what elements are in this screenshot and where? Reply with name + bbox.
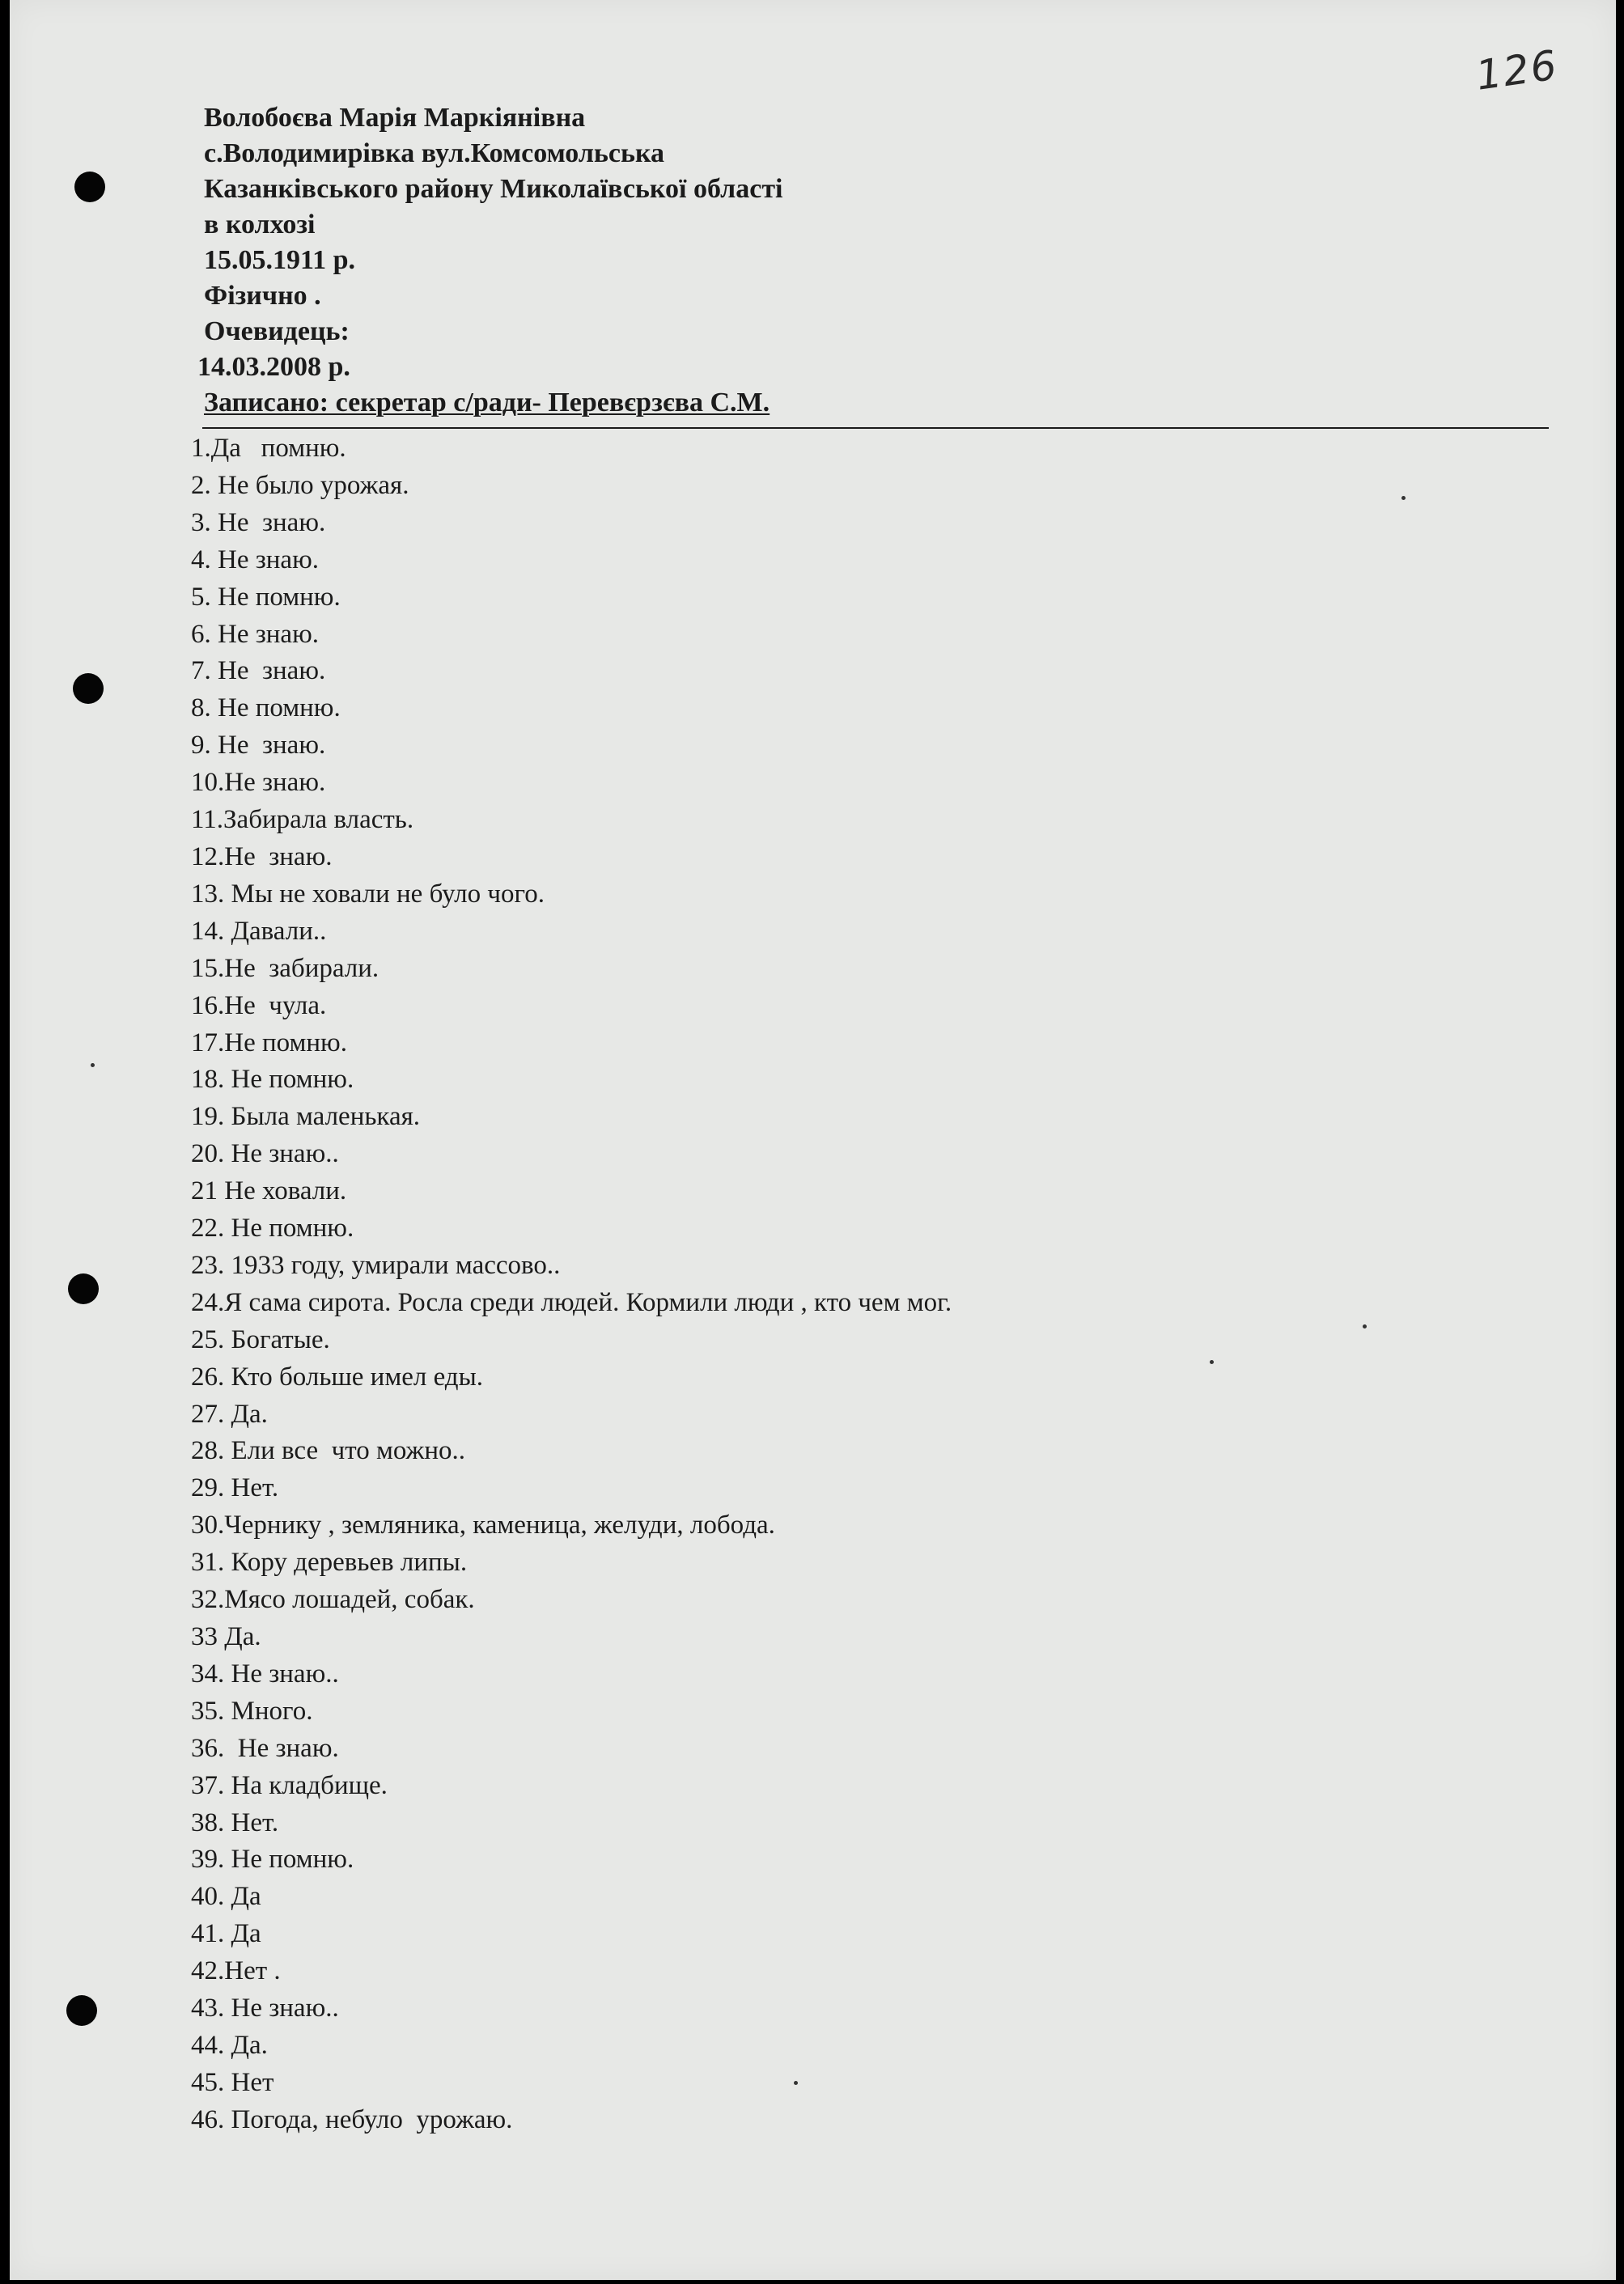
answer-item: 22. Не помню.	[191, 1214, 354, 1244]
answer-item: 11.Забирала власть.	[191, 805, 414, 835]
answer-item: 8. Не помню.	[191, 693, 341, 723]
answer-item: 46. Погода, небуло урожаю.	[191, 2104, 513, 2134]
answer-item: 35. Много.	[191, 1696, 313, 1726]
respondent-region: Казанківського району Миколаївської області	[204, 174, 783, 204]
answer-item: 38. Нет.	[191, 1807, 279, 1837]
answer-item: 33 Да.	[191, 1622, 261, 1651]
answer-item: 17.Не помню.	[191, 1028, 347, 1057]
punch-hole-icon	[74, 172, 105, 202]
answer-item: 23. 1933 году, умирали массово..	[191, 1250, 561, 1280]
answer-item: 42.Нет .	[191, 1956, 281, 1986]
answer-item: 41. Да	[191, 1919, 261, 1949]
answer-item: 28. Ели все что можно..	[191, 1436, 465, 1466]
answer-item: 10.Не знаю.	[191, 768, 326, 798]
answer-item: 30.Чернику , земляника, каменица, желуди, лобода.	[191, 1511, 775, 1540]
answer-item: 34. Не знаю..	[191, 1659, 339, 1689]
document-page	[10, 0, 1616, 2280]
answer-item: 13. Мы не ховали не було чого.	[191, 879, 545, 909]
answer-item: 45. Нет	[191, 2067, 274, 2097]
respondent-witness: Очевидець:	[204, 316, 350, 346]
speck-mark	[91, 1063, 95, 1067]
punch-hole-icon	[68, 1273, 99, 1304]
answer-item: 43. Не знаю..	[191, 1994, 339, 2023]
answer-item: 15.Не забирали.	[191, 953, 379, 983]
answer-item: 18. Не помню.	[191, 1065, 354, 1095]
answer-item: 44. Да.	[191, 2030, 268, 2060]
answer-item: 27. Да.	[191, 1399, 268, 1429]
answer-item: 39. Не помню.	[191, 1845, 354, 1875]
answer-item: 24.Я сама сирота. Росла среди людей. Кормили люди , кто чем мог.	[191, 1287, 952, 1317]
answer-item: 19. Была маленькая.	[191, 1102, 421, 1132]
answer-item: 2. Не было урожая.	[191, 470, 409, 500]
answer-item: 36. Не знаю.	[191, 1733, 339, 1763]
answer-item: 1.Да помню.	[191, 434, 346, 463]
respondent-birth-date: 15.05.1911 р.	[204, 245, 356, 275]
answer-item: 25. Богатые.	[191, 1324, 330, 1354]
respondent-address: с.Володимирівка вул.Комсомольська	[204, 138, 665, 168]
respondent-condition: Фізично .	[204, 281, 321, 311]
document-header	[197, 100, 783, 421]
answer-item: 31. Кору деревьев липы.	[191, 1548, 468, 1578]
answer-item: 5. Не помню.	[191, 582, 341, 612]
answer-item: 20. Не знаю..	[191, 1139, 339, 1169]
answer-item: 4. Не знаю.	[191, 545, 319, 574]
speck-mark	[1210, 1360, 1214, 1364]
answer-item: 7. Не знаю.	[191, 656, 326, 686]
recorded-by: Записано: секретар с/ради- Перевєрзєва С.М.	[204, 388, 770, 417]
answer-item: 37. На кладбище.	[191, 1770, 388, 1800]
punch-hole-icon	[73, 673, 104, 704]
speck-mark	[1401, 496, 1406, 500]
punch-hole-icon	[66, 1995, 97, 2026]
answer-item: 12.Не знаю.	[191, 841, 333, 871]
answer-item: 6. Не знаю.	[191, 619, 319, 649]
handwritten-page-number: 126	[1473, 41, 1561, 100]
answer-item: 3. Не знаю.	[191, 507, 326, 537]
record-date: 14.03.2008 р.	[197, 352, 350, 382]
respondent-workplace: в колхозі	[204, 210, 316, 239]
answer-item: 29. Нет.	[191, 1473, 279, 1503]
answers-list	[191, 430, 952, 2139]
respondent-name: Волобоєва Марія Маркіянівна	[204, 103, 586, 133]
speck-mark	[1363, 1324, 1367, 1328]
answer-item: 9. Не знаю.	[191, 731, 326, 761]
answer-item: 40. Да	[191, 1882, 261, 1912]
answer-item: 32.Мясо лошадей, собак.	[191, 1585, 475, 1615]
answer-item: 26. Кто больше имел еды.	[191, 1362, 484, 1392]
answer-item: 16.Не чула.	[191, 990, 327, 1020]
answer-item: 21 Не ховали.	[191, 1176, 347, 1206]
answer-item: 14. Давали..	[191, 916, 327, 946]
header-divider	[202, 427, 1549, 429]
